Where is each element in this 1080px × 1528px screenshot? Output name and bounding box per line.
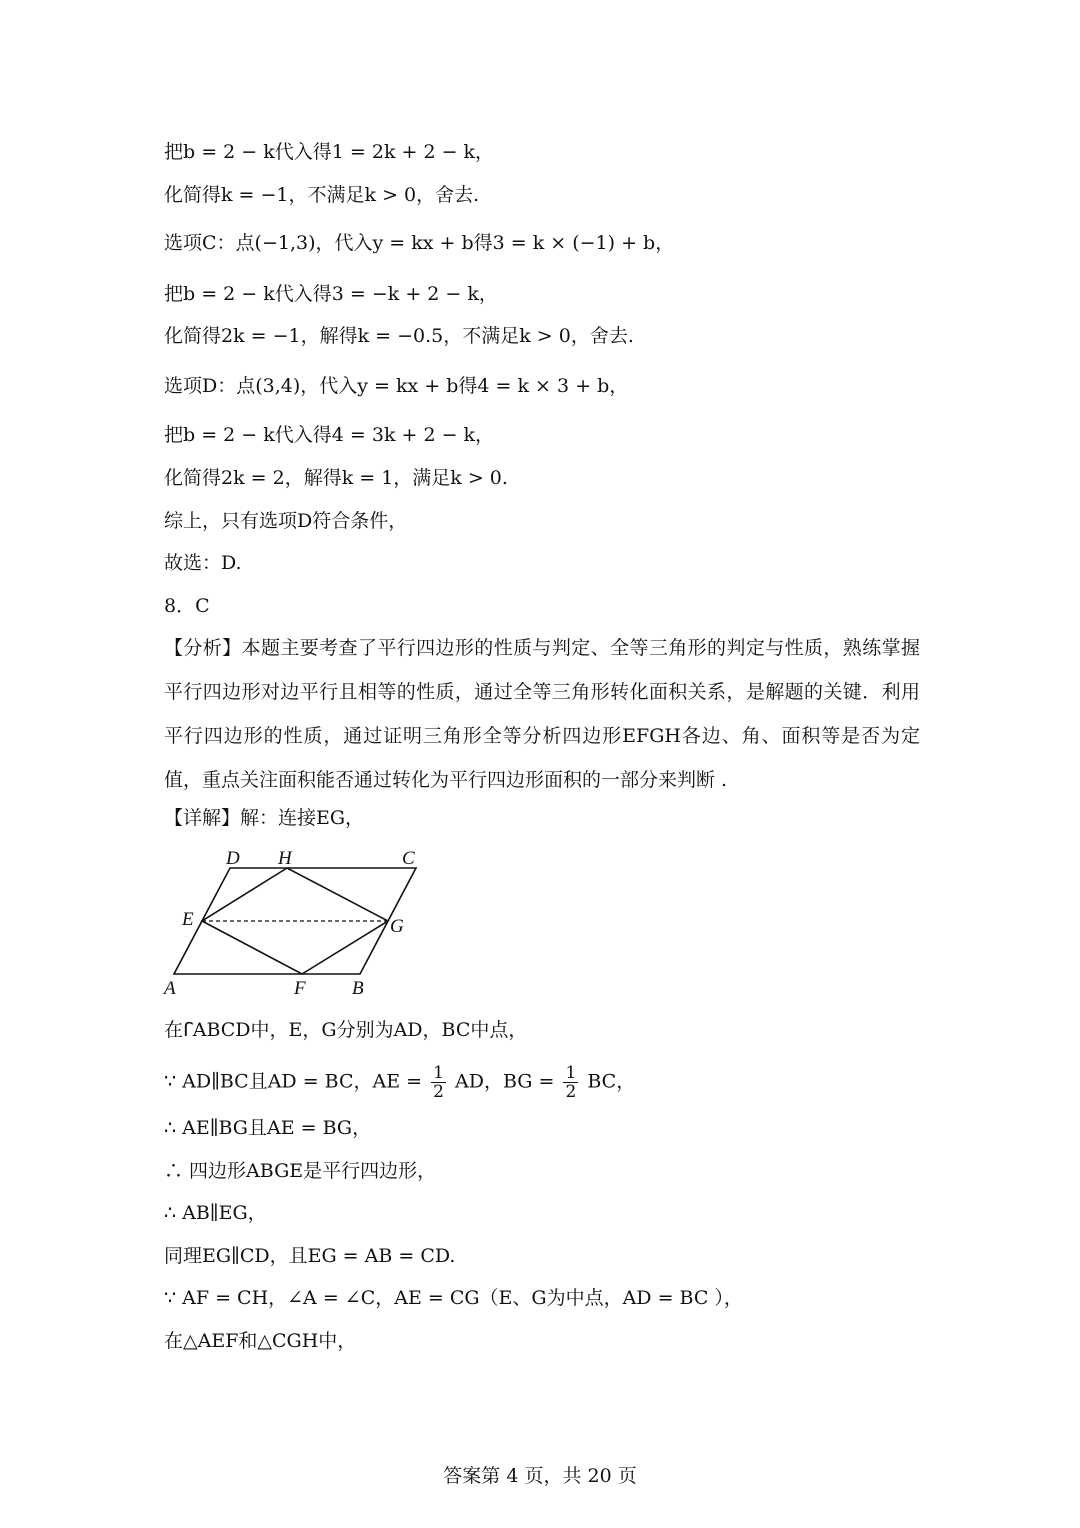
label-g: G (390, 916, 404, 937)
analysis-paragraph: 【分析】本题主要考查了平行四边形的性质与判定、全等三角形的判定与性质，熟练掌握平行四边形对边平行且相等的性质，通过全等三角形转化面积关系，是解题的关键．利用平行四边形的性质，通过证明三角形全等分析四边形EFGH各边、角、面积等是否为定值，重点关注面积能否通过转化为平行四边形面积的一部分来判断 . (164, 637, 920, 791)
fraction-denominator: 2 (565, 1082, 577, 1102)
label-a: A (164, 978, 176, 999)
text-line-3: 选项C：点(−1,3)，代入y = kx + b得3 = k × (−1) + b， (164, 232, 675, 254)
proof-line-8: 在△AEF和△CGH中， (164, 1330, 357, 1352)
proof-line-5: ∴ AB∥EG， (164, 1202, 267, 1224)
text-line-7: 把b = 2 − k代入得4 = 3k + 2 − k， (164, 424, 495, 446)
page-footer: 答案第 4 页，共 20 页 (443, 1465, 637, 1487)
parallelogram-figure (160, 842, 430, 1002)
proof-line-1: 在ꓩABCD中，E，G分别为AD，BC中点， (164, 1019, 528, 1041)
proof-line-2-b: AD，BG = (455, 1070, 555, 1093)
text-line-2: 化简得k = −1，不满足k > 0，舍去. (164, 184, 480, 206)
text-line-10: 故选：D. (164, 552, 242, 574)
text-line-4: 把b = 2 − k代入得3 = −k + 2 − k， (164, 283, 498, 305)
proof-line-4: ∴ 四边形ABGE是平行四边形， (164, 1160, 437, 1182)
proof-line-3: ∴ AE∥BG且AE = BG， (164, 1117, 372, 1139)
label-c: C (402, 848, 415, 869)
fraction-half-2 (563, 1064, 578, 1101)
proof-line-7: ∵ AF = CH，∠A = ∠C，AE = CG（E、G为中点，AD = BC ）， (164, 1287, 743, 1309)
label-f: F (294, 978, 306, 999)
label-d: D (226, 848, 240, 869)
text-line-6: 选项D：点(3,4)，代入y = kx + b得4 = k × 3 + b， (164, 375, 629, 397)
fraction-numerator: 1 (433, 1063, 444, 1083)
text-line-8: 化简得2k = 2，解得k = 1，满足k > 0. (164, 467, 508, 489)
detail-heading: 【详解】解：连接EG， (164, 807, 365, 829)
text-line-9: 综上，只有选项D符合条件， (164, 510, 408, 532)
label-e: E (182, 909, 194, 930)
proof-line-2-a: ∵ AD∥BC且AD = BC，AE = (164, 1070, 423, 1093)
label-b: B (352, 978, 364, 999)
proof-line-6: 同理EG∥CD，且EG = AB = CD. (164, 1245, 456, 1267)
text-line-5: 化简得2k = −1，解得k = −0.5，不满足k > 0，舍去. (164, 325, 634, 347)
label-h: H (278, 848, 292, 869)
question-number: 8．C (164, 595, 210, 617)
fraction-half-1 (431, 1064, 446, 1101)
proof-line-2-c: BC， (587, 1070, 636, 1093)
text-line-1: 把b = 2 − k代入得1 = 2k + 2 − k， (164, 141, 495, 163)
fraction-numerator: 1 (565, 1063, 577, 1083)
fraction-denominator: 2 (433, 1082, 444, 1102)
proof-line-2 (164, 1064, 635, 1101)
